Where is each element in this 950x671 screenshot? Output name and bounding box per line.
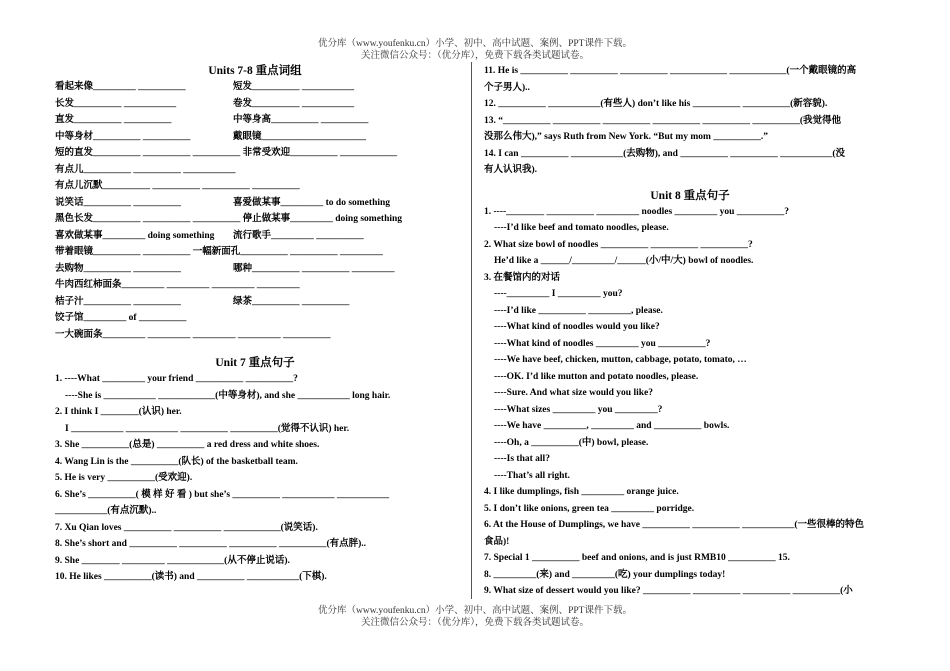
footer-line-1: 优分库（www.youfenku.cn）小学、初中、高中试题、案例、PPT课件下载。 — [318, 606, 632, 616]
dialogue-line: ----I’d like __________ _________, please. — [494, 305, 663, 316]
sentence-line: 1. ----What _________ your friend __________ __________? — [55, 374, 298, 384]
vocab-row — [55, 162, 455, 179]
dialogue-line: ----What kind of noodles _________ you __________? — [494, 338, 711, 349]
vocab-item: 中等身材__________ __________ — [55, 131, 191, 142]
dialogue-line: ----What sizes _________ you _________? — [494, 404, 663, 415]
dialogue-line: ----_________ I _________ you? — [494, 289, 623, 299]
vocab-item: 中等身高__________ __________ — [233, 115, 369, 125]
vocab-row — [55, 244, 455, 261]
dialogue-line: ----Sure. And what size would you like? — [494, 388, 653, 398]
header-line-1: 优分库（www.youfenku.cn）小学、初中、高中试题、案例、PPT课件下载。 — [318, 39, 632, 49]
sentence-line: I ___________ ___________ __________ __________(觉得不认识) her. — [65, 423, 350, 434]
sentence-line: 个子男人).. — [484, 82, 530, 93]
vocab-item: 长发__________ ___________ — [55, 98, 177, 109]
sentence-line: 6. At the House of Dumplings, we have __________ __________ ___________(一些很棒的特色 — [484, 520, 865, 530]
vocab-row — [55, 310, 455, 327]
vocab-row — [55, 228, 455, 245]
page-footer — [0, 605, 950, 629]
vocab-item: 喜爱做某事_________ to do something — [233, 197, 391, 208]
sentence-line: 7. Xu Qian loves __________ __________ ____________(说笑话). — [55, 522, 318, 533]
vocab-row — [55, 294, 455, 311]
dialogue-line: ----What kind of noodles would you like? — [494, 322, 660, 332]
dialogue-line: ----Is that all? — [494, 454, 550, 464]
sentence-line: 7. Special 1 __________ beef and onions, and is just RMB10 __________ 15. — [484, 553, 790, 563]
sentence-line: 8. She’s short and __________ __________ __________ __________(有点胖).. — [55, 539, 367, 549]
vocab-item: 一大碗面条_________ _________ _________ _________ __________ — [55, 329, 331, 340]
sentence-line: 3. She __________(总是) __________ a red dress and white shoes. — [55, 440, 320, 450]
dialogue-line: ----That’s all right. — [494, 470, 570, 481]
unit8-title: Unit 8 重点句子 — [650, 189, 730, 202]
sentence-line: 5. He is very __________(受欢迎). — [55, 473, 193, 483]
vocab-item: 说笑话__________ __________ — [55, 197, 181, 208]
vocab-title: Units 7-8 重点词组 — [208, 65, 302, 77]
sentence-line: He’d like a ______/_________/______(小/中/大) bowl of noodles. — [494, 256, 754, 266]
dialogue-line: ----OK. I’d like mutton and potato noodles, please. — [494, 371, 699, 382]
vocab-item: 黑色长发__________ __________ __________ 停止做某事_________ doing something — [55, 214, 403, 224]
sentence-line: 1. ----________ __________ _________ noodles _________ you __________? — [484, 206, 790, 217]
vocab-item: 哪种__________ __________ _________ — [233, 263, 395, 274]
vocab-item: 饺子馆_________ of __________ — [55, 313, 187, 323]
section-gap — [55, 343, 455, 355]
vocab-item: 流行歌手_________ __________ — [233, 230, 364, 241]
vocab-row — [55, 211, 455, 228]
sentence-line: 14. I can __________ ___________(去购物), and __________ __________ ___________(没 — [484, 148, 846, 159]
vocab-row — [55, 327, 455, 344]
vocab-row — [55, 145, 455, 162]
vocab-item: 去购物__________ __________ — [55, 263, 181, 274]
sentence-line: 2. I think I ________(认识) her. — [55, 407, 182, 417]
sentence-line: 4. I like dumplings, fish _________ orange juice. — [484, 487, 679, 497]
sentence-line: 没那么伟大),” says Ruth from New York. “But my mom __________.” — [484, 132, 768, 142]
vocab-item: 直发__________ __________ — [55, 115, 172, 125]
right-column — [484, 63, 896, 600]
sentence-line: ----She is ___________ ____________(中等身材), and she ___________ long hair. — [65, 390, 391, 401]
sentence-line: 有人认识我). — [484, 165, 538, 175]
vocab-item: 短发__________ ___________ — [233, 82, 355, 92]
dialogue-line: ----Oh, a __________(中) bowl, please. — [494, 437, 649, 448]
sentence-line: 4. Wang Lin is the __________(队长) of the basketball team. — [55, 456, 298, 467]
vocab-row — [55, 129, 455, 146]
vocab-item: 看起来像_________ __________ — [55, 82, 186, 92]
vocab-item: 绿茶__________ __________ — [233, 296, 350, 307]
unit7-title: Unit 7 重点句子 — [215, 357, 295, 369]
dialogue-line: ----We have _________, _________ and __________ bowls. — [494, 421, 730, 431]
sentence-line: 9. She ________ _________ ____________(从不停止说话). — [55, 555, 290, 566]
vocab-item: 桔子汁__________ __________ — [55, 296, 181, 307]
vocab-row — [55, 178, 455, 195]
vocab-item: 牛肉西红柿面条_________ _________ _________ _________ — [55, 280, 300, 290]
dialogue-line: ----We have beef, chicken, mutton, cabbage, potato, tomato, … — [494, 355, 747, 365]
sentence-line: 5. I don’t like onions, green tea _________ porridge. — [484, 503, 695, 514]
sentence-line: ___________(有点沉默).. — [55, 506, 157, 516]
column-divider — [471, 62, 472, 599]
sentence-line: 8. _________(来) and _________(吃) your dumplings today! — [484, 569, 726, 580]
vocab-item: 带着眼镜__________ __________ 一幅新面孔__________ __________ _________ — [55, 247, 383, 257]
sentence-line: 12. __________ ___________(有些人) don’t like his __________ __________(新容貌). — [484, 99, 828, 109]
vocab-item: 有点儿__________ __________ ___________ — [55, 164, 236, 175]
vocab-row — [55, 96, 455, 113]
vocab-item: 戴眼镜______________________ — [233, 131, 367, 142]
sentence-line: 食品)! — [484, 536, 510, 547]
vocab-row — [55, 195, 455, 212]
sentence-line: 13. “__________ __________ __________ __________ __________ __________(我觉得他 — [484, 115, 842, 126]
sentence-line: 3. 在餐馆内的对话 — [484, 272, 561, 283]
sentence-line: 11. He is __________ __________ __________ ____________ ____________(一个戴眼镜的高 — [484, 66, 857, 76]
sentence-line: ----I’d like beef and tomato noodles, please. — [494, 223, 669, 233]
header-line-2: 关注微信公众号：（优分库），免费下载各类试题试卷。 — [360, 51, 589, 61]
sentence-line: 6. She’s __________( 模 样 好 看 ) but she’s __________ ___________ ___________ — [55, 489, 390, 500]
sentence-line: 10. He likes __________(读书) and __________ ___________(下棋). — [55, 572, 327, 582]
vocab-row — [55, 261, 455, 278]
vocab-row — [55, 79, 455, 96]
vocab-item: 卷发__________ ___________ — [233, 98, 355, 109]
section-gap — [484, 179, 896, 188]
sentence-line: 9. What size of dessert would you like? __________ __________ __________ __________(小 — [484, 586, 853, 596]
vocab-item: 短的直发__________ __________ __________ 非常受欢迎__________ ____________ — [55, 148, 398, 158]
footer-line-2: 关注微信公众号：（优分库），免费下载各类试题试卷。 — [360, 618, 589, 628]
vocab-item: 喜欢做某事_________ doing something — [55, 230, 215, 241]
vocab-row — [55, 112, 455, 129]
left-column — [55, 63, 455, 586]
vocab-item: 有点儿沉默__________ __________ __________ __________ — [55, 181, 300, 191]
sentence-line: 2. What size bowl of noodles __________ __________ __________? — [484, 239, 753, 250]
vocab-row — [55, 277, 455, 294]
page-header — [0, 38, 950, 62]
